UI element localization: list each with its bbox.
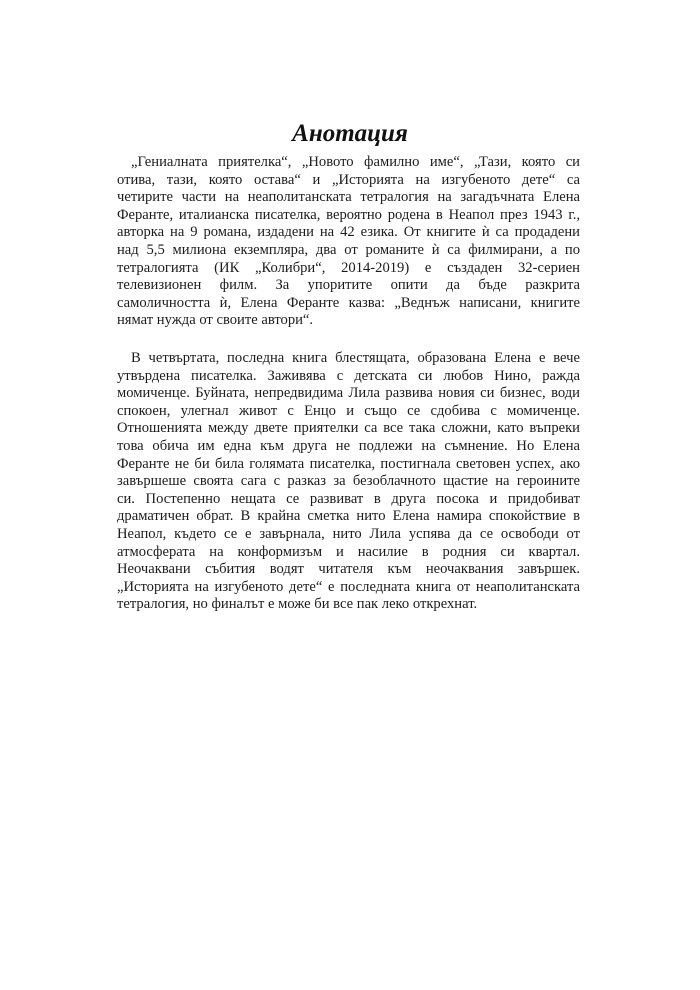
text-line: драматичен обрат. В крайна сметка нито Елена намира спокойствие в	[117, 508, 580, 525]
text-line: това обича им една към друга не подлежи на съмнение. Но Елена	[117, 437, 580, 454]
text-line: Феранте не би била голямата писателка, постигнала световен успех, ако	[117, 455, 580, 472]
text-line: Неочаквани събития водят читателя към неочаквания завършек.	[117, 561, 580, 578]
annotation-paragraph-1	[117, 154, 580, 330]
text-line: тетралогията (ИК „Колибри“, 2014-2019) е създаден 32-сериен	[117, 259, 580, 276]
text-line: „Гениалната приятелка“, „Новото фамилно име“, „Тази, която си	[131, 154, 580, 170]
text-line: телевизионен филм. За упоритите опити да бъде разкрита	[117, 277, 580, 294]
text-line: спокоен, улегнал живот с Енцо и също се сдобива с момиченце.	[117, 402, 580, 419]
text-line: момиченце. Буйната, непредвидима Лила развива новия си бизнес, води	[117, 385, 580, 402]
text-line: Феранте, италианска писателка, вероятно родена в Неапол през 1943 г.,	[117, 206, 580, 223]
text-line: самоличността ѝ, Елена Феранте казва: „Веднъж написани, книгите	[117, 294, 580, 311]
text-line: над 5,5 милиона екземпляра, два от романите ѝ са филмирани, а по	[117, 241, 580, 258]
annotation-paragraph-2	[117, 350, 580, 614]
text-line: четирите части на неаполитанската тетралогия на загадъчната Елена	[117, 189, 580, 206]
text-line: тетралогия, но финалът е може би все пак леко открехнат.	[117, 596, 478, 613]
text-line: нямат нужда от своите автори“.	[117, 312, 314, 329]
text-line: завършеше своята сага с разказ за безоблачното щастие на героините	[117, 473, 580, 490]
text-line: утвърдена писателка. Заживява с детската си любов Нино, ражда	[117, 367, 580, 384]
text-line: Неапол, където се е завърнала, нито Лила успява да се освободи от	[117, 525, 580, 542]
page-title: Анотация	[292, 120, 408, 147]
text-line: авторка на 9 романа, издадени на 42 езика. От книгите ѝ са продадени	[117, 224, 580, 241]
text-line: В четвъртата, последна книга блестящата, образована Елена е вече	[131, 350, 580, 366]
text-line: „Историята на изгубеното дете“ е последната книга от неаполитанската	[117, 578, 580, 595]
text-line: Отношенията между двете приятелки са все така сложни, като въпреки	[117, 420, 580, 437]
text-line: атмосферата на конформизъм и насилие в родния си квартал.	[117, 543, 580, 560]
text-line: си. Постепенно нещата се развиват в друга посока и придобиват	[117, 490, 580, 507]
text-line: отива, тази, която остава“ и „Историята на изгубеното дете“ са	[117, 171, 580, 188]
